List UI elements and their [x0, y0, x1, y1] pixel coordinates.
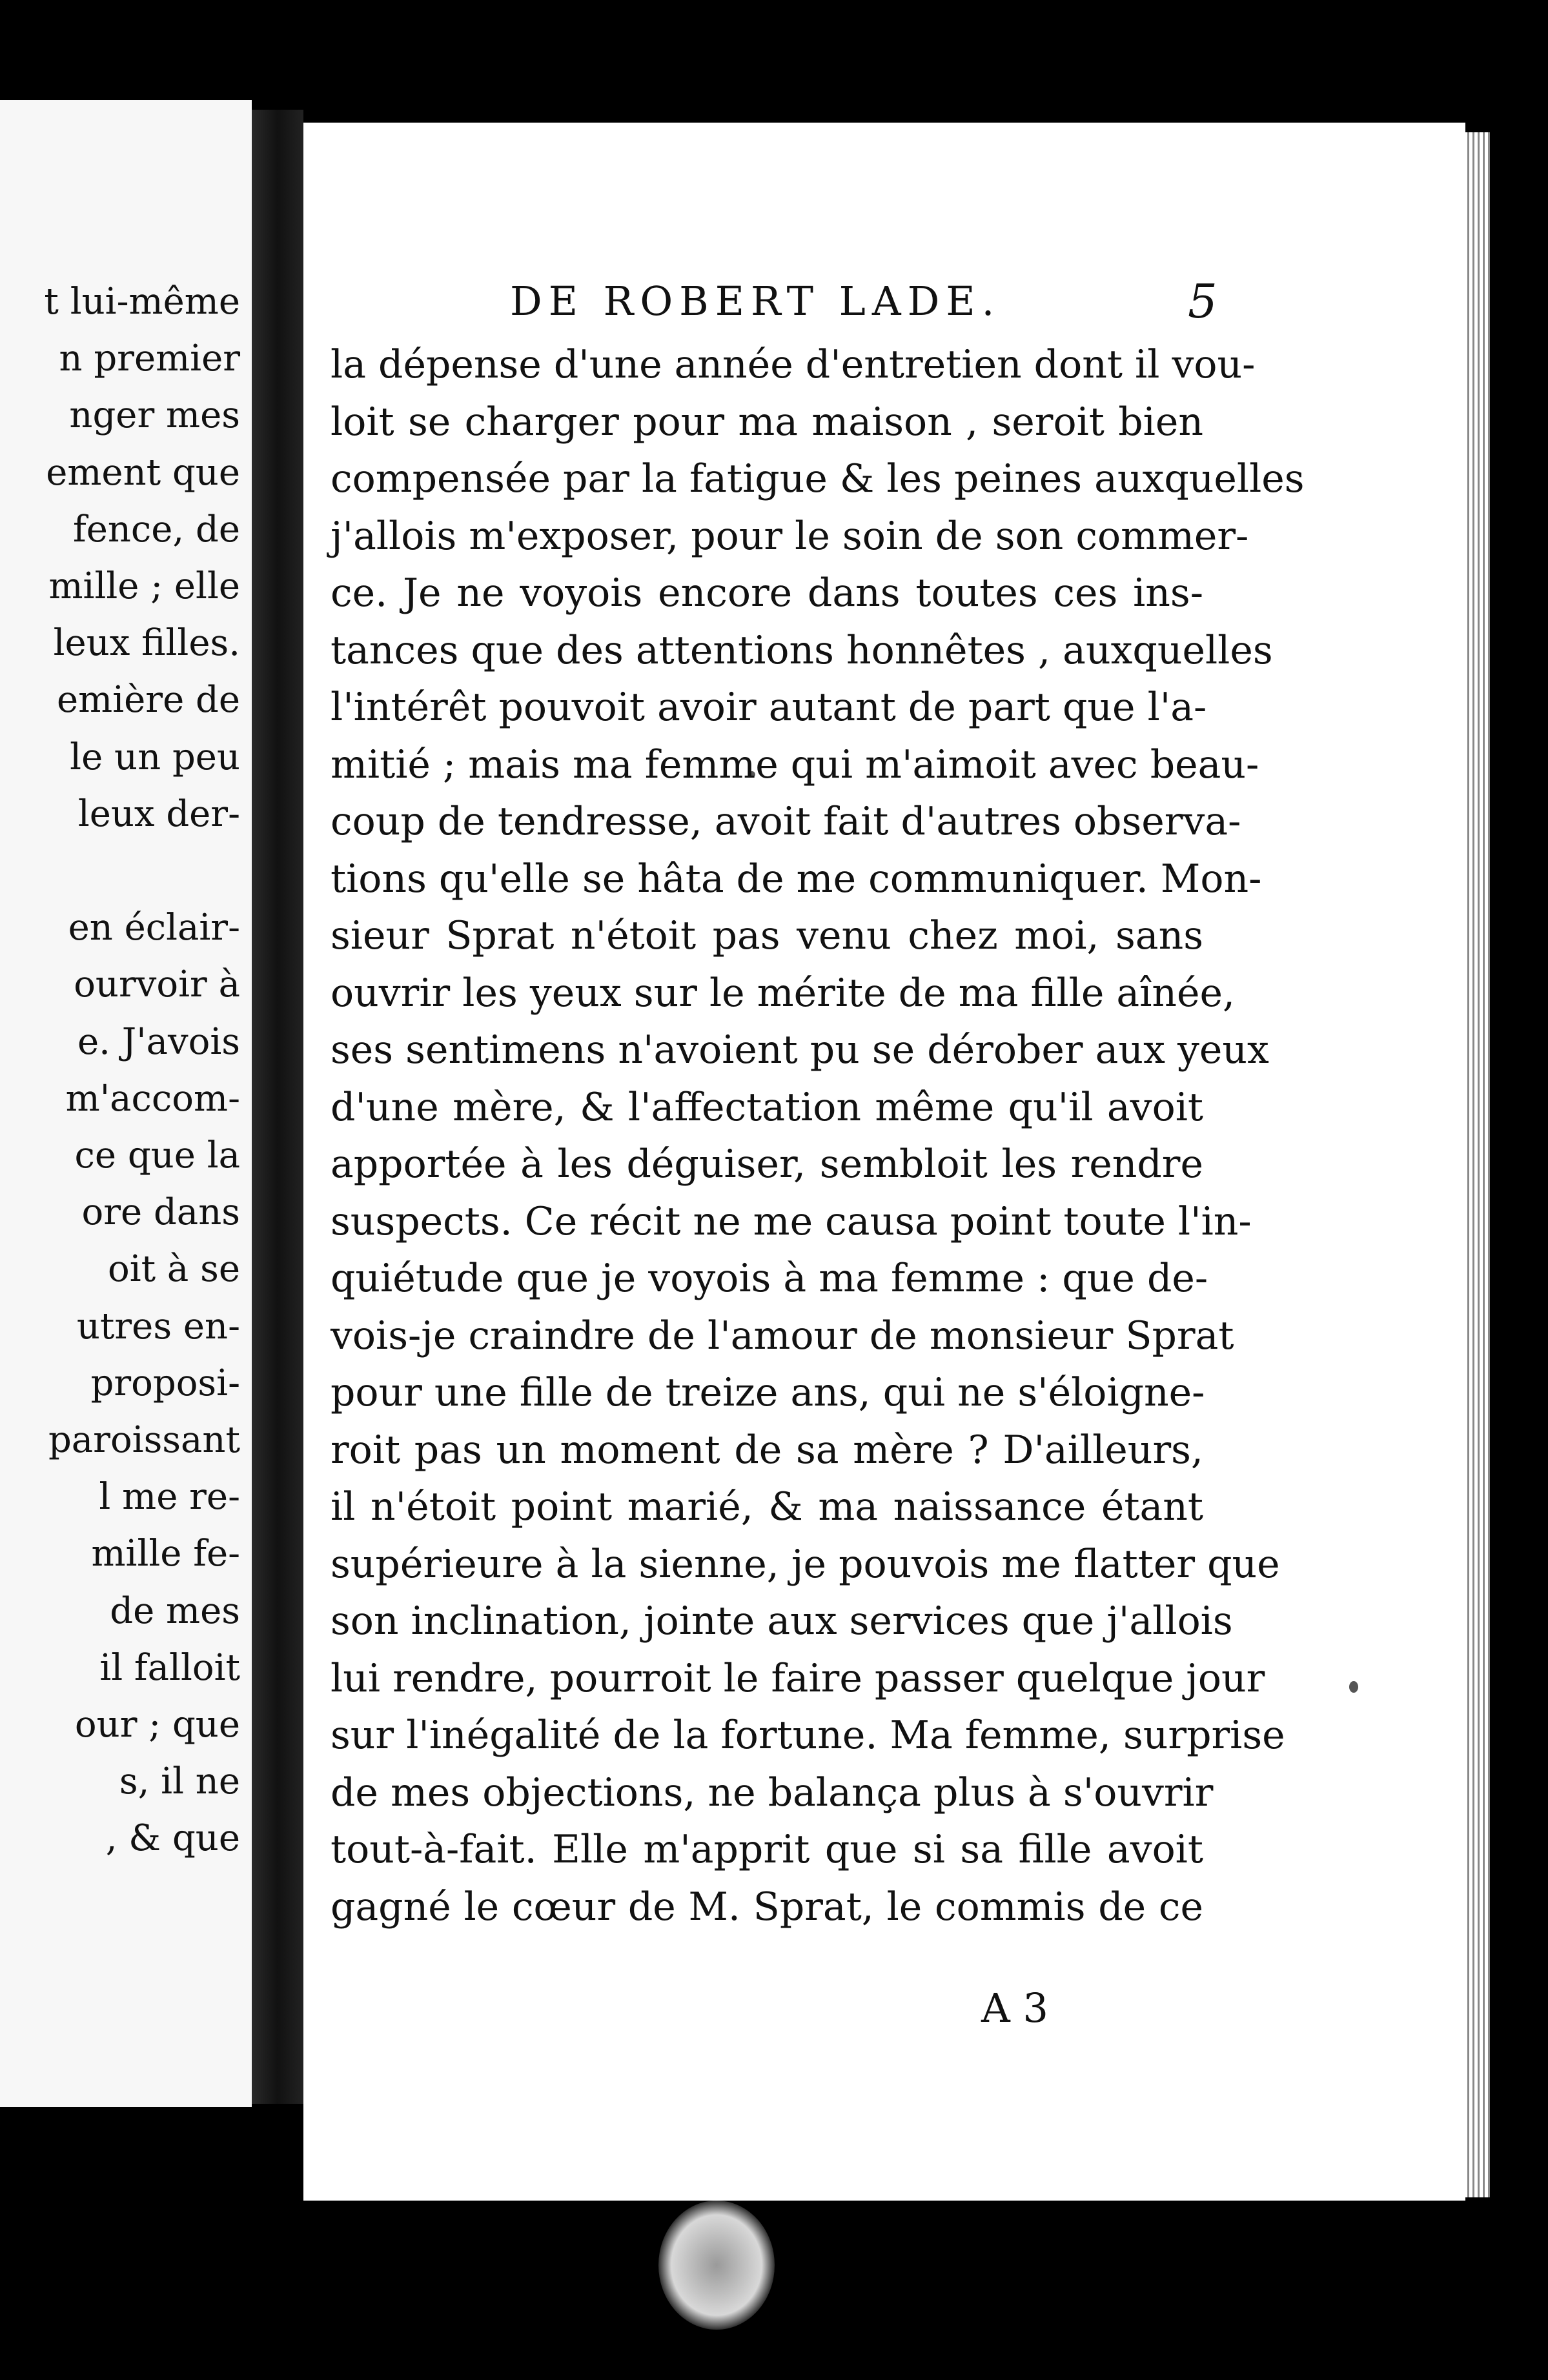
body-line: suspects. Ce récit ne me causa point toute l'in-: [331, 1198, 1252, 1244]
body-line: ses sentimens n'avoient pu se dérober aux yeux: [331, 1027, 1269, 1073]
body-line: loit se charger pour ma maison , seroit bien: [331, 399, 1203, 445]
body-line: de mes objections, ne balança plus à s'ouvrir: [331, 1770, 1214, 1815]
left-page-line: utres en-: [76, 1305, 240, 1347]
left-page-line: le un peu: [70, 736, 240, 778]
left-page-line: emière de: [57, 679, 240, 721]
left-page-line: , & que: [105, 1817, 240, 1860]
body-line: quiétude que je voyois à ma femme : que de-: [331, 1256, 1208, 1301]
left-page-line: nger mes: [69, 394, 240, 437]
body-line: gagné le cœur de M. Sprat, le commis de ce: [331, 1884, 1203, 1930]
running-head: DE ROBERT LADE.: [510, 277, 1001, 325]
body-line: lui rendre, pourroit le faire passer quelque jour: [331, 1655, 1265, 1701]
body-line: d'une mère, & l'affectation même qu'il avoit: [331, 1084, 1203, 1130]
left-page-line: ore dans: [81, 1191, 240, 1234]
body-line: la dépense d'une année d'entretien dont il vou-: [331, 342, 1256, 387]
left-page-line: en éclair-: [68, 907, 240, 949]
left-page-line: ce que la: [74, 1135, 240, 1176]
left-page-line: proposi-: [90, 1362, 240, 1404]
body-line: il n'étoit point marié, & ma naissance étant: [331, 1484, 1203, 1529]
body-line: j'allois m'exposer, pour le soin de son commer-: [331, 513, 1249, 559]
left-page-line: fence, de: [72, 508, 240, 550]
left-page-line: e. J'avois: [77, 1020, 240, 1063]
body-line: compensée par la fatigue & les peines auxquelles: [331, 456, 1305, 501]
left-page-line: oit à se: [108, 1248, 240, 1291]
body-line: ouvrir les yeux sur le mérite de ma fille aînée,: [331, 970, 1236, 1016]
left-page-line: il falloit: [99, 1646, 240, 1689]
body-line: coup de tendresse, avoit fait d'autres observa-: [331, 799, 1241, 844]
body-line: l'intérêt pouvoit avoir autant de part que l'a-: [331, 685, 1207, 730]
body-line: sur l'inégalité de la fortune. Ma femme, surprise: [331, 1713, 1285, 1758]
left-page-line: ourvoir à: [74, 963, 240, 1006]
body-line: vois-je craindre de l'amour de monsieur Sprat: [331, 1313, 1234, 1358]
body-line: pour une fille de treize ans, qui ne s'éloigne-: [331, 1370, 1205, 1415]
signature-mark: A 3: [981, 1984, 1048, 2032]
left-page-line: m'accom-: [65, 1077, 240, 1120]
left-page-line: our ; que: [74, 1704, 240, 1746]
body-line: apportée à les déguiser, sembloit les rendre: [331, 1142, 1203, 1187]
body-line: tions qu'elle se hâta de me communiquer. Mon-: [331, 856, 1262, 902]
left-page-line: n premier: [59, 338, 240, 380]
left-page-line: s, il ne: [119, 1760, 240, 1803]
left-page-line: leux filles.: [53, 622, 240, 665]
body-line: son inclination, jointe aux services que j'allois: [331, 1598, 1233, 1644]
page-number: 5: [1188, 274, 1217, 328]
left-page-line: ement que: [46, 451, 240, 494]
body-line: ce. Je ne voyois encore dans toutes ces ins-: [331, 570, 1203, 616]
left-page-line: paroissant: [48, 1419, 240, 1461]
left-page-line: mille fe-: [91, 1533, 240, 1575]
left-page-line: l me re-: [99, 1476, 240, 1518]
body-line: tout-à-fait. Elle m'apprit que si sa fille avoit: [331, 1827, 1203, 1872]
body-line: roit pas un moment de sa mère ? D'ailleurs,: [331, 1427, 1203, 1473]
left-page-line: de mes: [110, 1589, 240, 1632]
left-page-line: mille ; elle: [48, 565, 240, 607]
left-page-line: leux der-: [77, 792, 240, 835]
body-line: sieur Sprat n'étoit pas venu chez moi, sans: [331, 913, 1203, 958]
body-line: supérieure à la sienne, je pouvois me flatter que: [331, 1541, 1280, 1587]
body-line: tances que des attentions honnêtes , auxquelles: [331, 627, 1273, 673]
left-page-line: t lui-même: [44, 281, 240, 323]
body-line: mitié ; mais ma femme qui m'aimoit avec beau-: [331, 741, 1259, 787]
